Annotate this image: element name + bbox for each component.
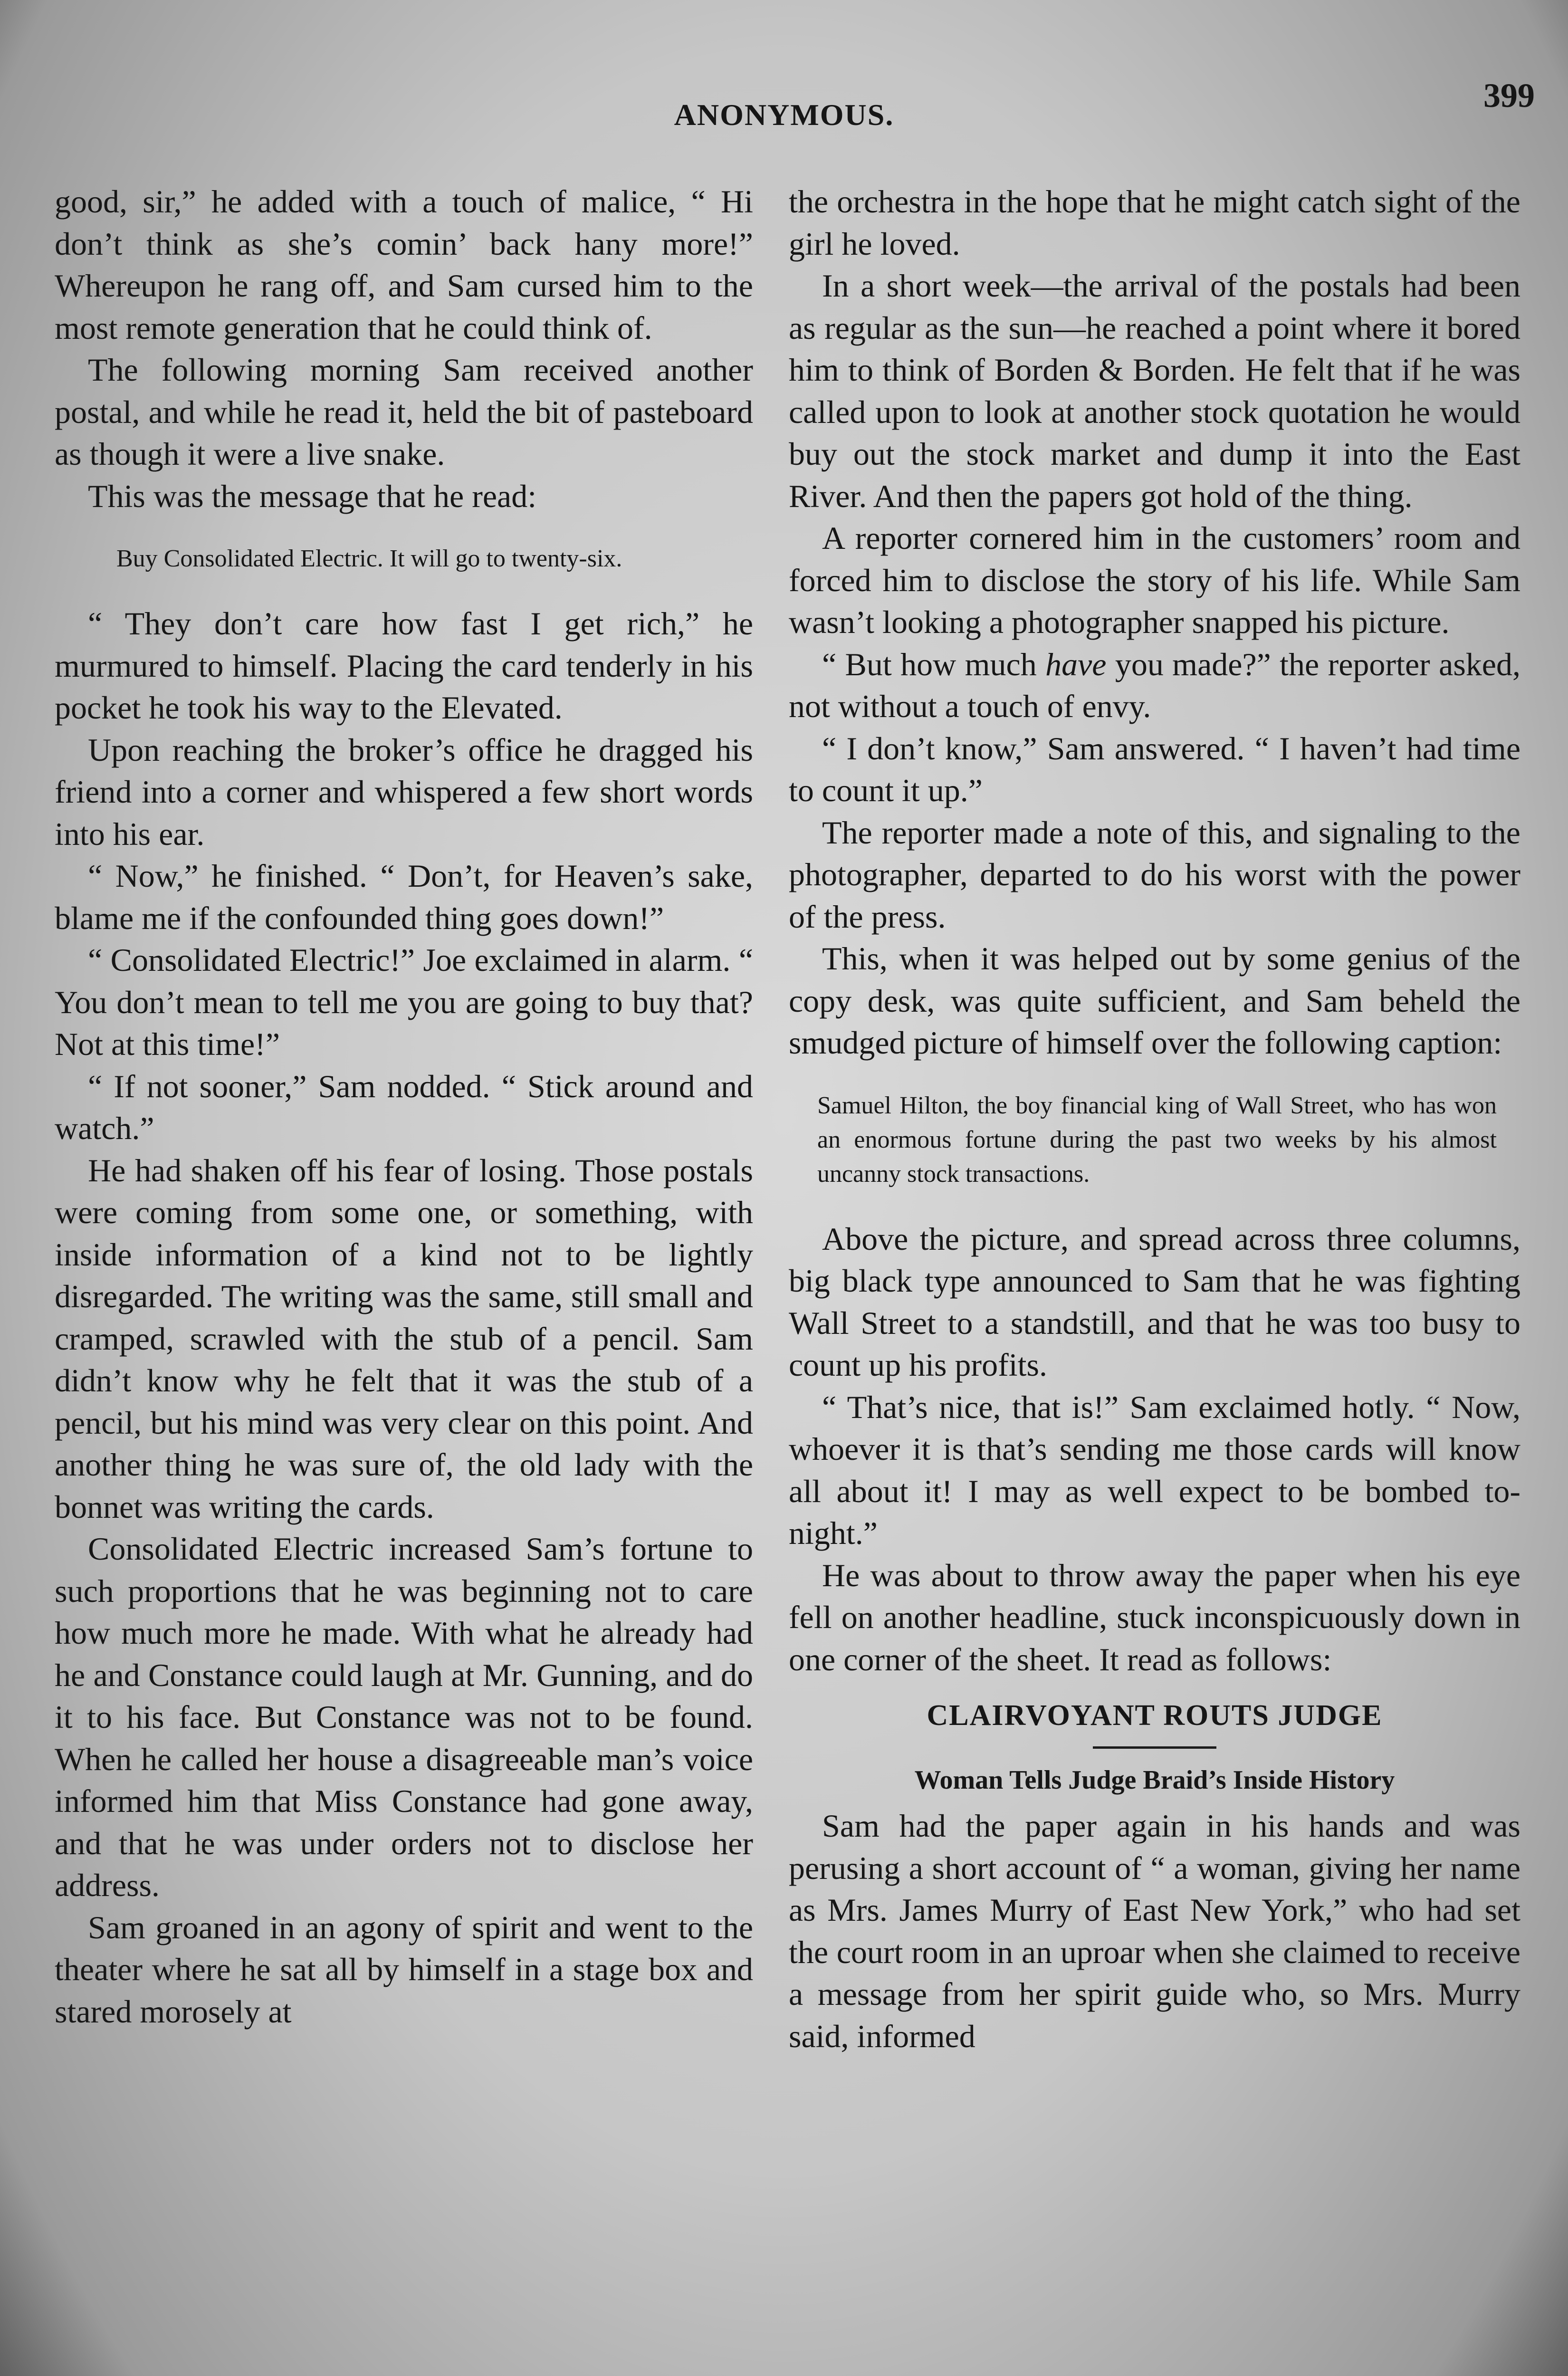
paragraph: The following morning Sam received another postal, and while he read it, held the bit of pasteboard as though it were a live snake.	[55, 352, 753, 472]
newspaper-subheadline: Woman Tells Judge Braid’s Inside History	[914, 1765, 1395, 1795]
paragraph: “ Consolidated Electric!” Joe exclaimed in alarm. “ You don’t mean to tell me you are going to buy that? Not at this time!”	[55, 942, 753, 1062]
paragraph: This was the message that he read:	[88, 478, 537, 514]
paragraph: “ That’s nice, that is!” Sam exclaimed hotly. “ Now, whoever it is that’s sending me those cards will know all about it! I may as well expect to be bombed to-night.”	[789, 1389, 1520, 1551]
headline-rule	[1093, 1746, 1216, 1749]
paragraph: Consolidated Electric increased Sam’s fortune to such proportions that he was beginning not to care how much more he made. With what he already had he and Constance could laugh at Mr. Gunning, and do it to his face. But Constance was not to be found. When he called her house a disagreeable man’s voice informed him that Miss Constance had gone away, and that he was under orders not to disclose her address.	[55, 1531, 753, 1903]
paragraph: the orchestra in the hope that he might catch sight of the girl he loved.	[789, 183, 1520, 262]
paragraph: He had shaken off his fear of losing. Those postals were coming from some one, or something, with inside information of a kind not to be lightly disregarded. The writing was the same, still small and cramped, scrawled with the stub of a pencil. Sam didn’t know why he felt that it was the stub of a pencil, but his mind was very clear on this point. And another thing he was sure of, the old lady with the bonnet was writing the cards.	[55, 1152, 753, 1525]
emphasis-have: have	[1045, 646, 1107, 682]
paragraph: Above the picture, and spread across three columns, big black type announced to Sam that he was fighting Wall Street to a standstill, and that he was too busy to count up his profits.	[789, 1220, 1520, 1383]
paragraph: This, when it was helped out by some genius of the copy desk, was quite sufficient, and Sam beheld the smudged picture of himself over the following caption:	[789, 940, 1520, 1061]
paragraph: “ I don’t know,” Sam answered. “ I haven’t had time to count it up.”	[789, 730, 1520, 808]
newspaper-headline: CLAIRVOYANT ROUTS JUDGE	[927, 1699, 1383, 1732]
paragraph: “ Now,” he finished. “ Don’t, for Heaven’s sake, blame me if the confounded thing goes down!”	[55, 858, 753, 936]
running-head: ANONYMOUS.	[674, 98, 894, 132]
paragraph: A reporter cornered him in the customers’ room and forced him to disclose the story of his life. While Sam wasn’t looking a photographer snapped his picture.	[789, 520, 1520, 640]
paragraph: “ If not sooner,” Sam nodded. “ Stick around and watch.”	[55, 1068, 753, 1146]
left-column	[55, 181, 753, 2032]
paragraph: He was about to throw away the paper when his eye fell on another headline, stuck inconspicuously down in one corner of the sheet. It read as follows:	[789, 1557, 1520, 1677]
paragraph: “ They don’t care how fast I get rich,” he murmured to himself. Placing the card tenderly in his pocket he took his way to the Elevated.	[55, 605, 753, 726]
paragraph: Upon reaching the broker’s office he dragged his friend into a corner and whispered a few short words into his ear.	[55, 731, 753, 852]
paragraph: good, sir,” he added with a touch of malice, “ Hi don’t think as she’s comin’ back hany more!” Whereupon he rang off, and Sam cursed him to the most remote generation that he could think of.	[55, 183, 753, 346]
postal-message: Buy Consolidated Electric. It will go to twenty-six.	[116, 545, 622, 572]
paragraph	[789, 643, 1520, 728]
paragraph: Sam groaned in an agony of spirit and went to the theater where he sat all by himself in a stage box and stared morosely at	[55, 1909, 753, 2030]
paragraph: The reporter made a note of this, and signaling to the photographer, departed to do his worst with the power of the press.	[789, 814, 1520, 935]
paragraph: In a short week—the arrival of the postals had been as regular as the sun—he reached a point where it bored him to think of Borden & Borden. He felt that if he was called upon to look at another stock quotation he would buy out the stock market and dump it into the East River. And then the papers got hold of the thing.	[789, 268, 1520, 514]
page-number: 399	[1483, 77, 1535, 115]
photo-caption: Samuel Hilton, the boy financial king of Wall Street, who has won an enormous fortune during the past two weeks by his almost uncanny stock transactions.	[817, 1092, 1497, 1188]
right-column	[789, 181, 1520, 2057]
quote-start: “ But how much	[822, 646, 1046, 682]
quote-end: you made?” the reporter asked, not without a touch of envy.	[789, 646, 1520, 724]
paragraph: Sam had the paper again in his hands and was perusing a short account of “ a woman, giving her name as Mrs. James Murry of East New York,” who had set the court room in an uproar when she claimed to receive a message from her spirit guide who, so Mrs. Murry said, informed	[789, 1808, 1520, 2054]
